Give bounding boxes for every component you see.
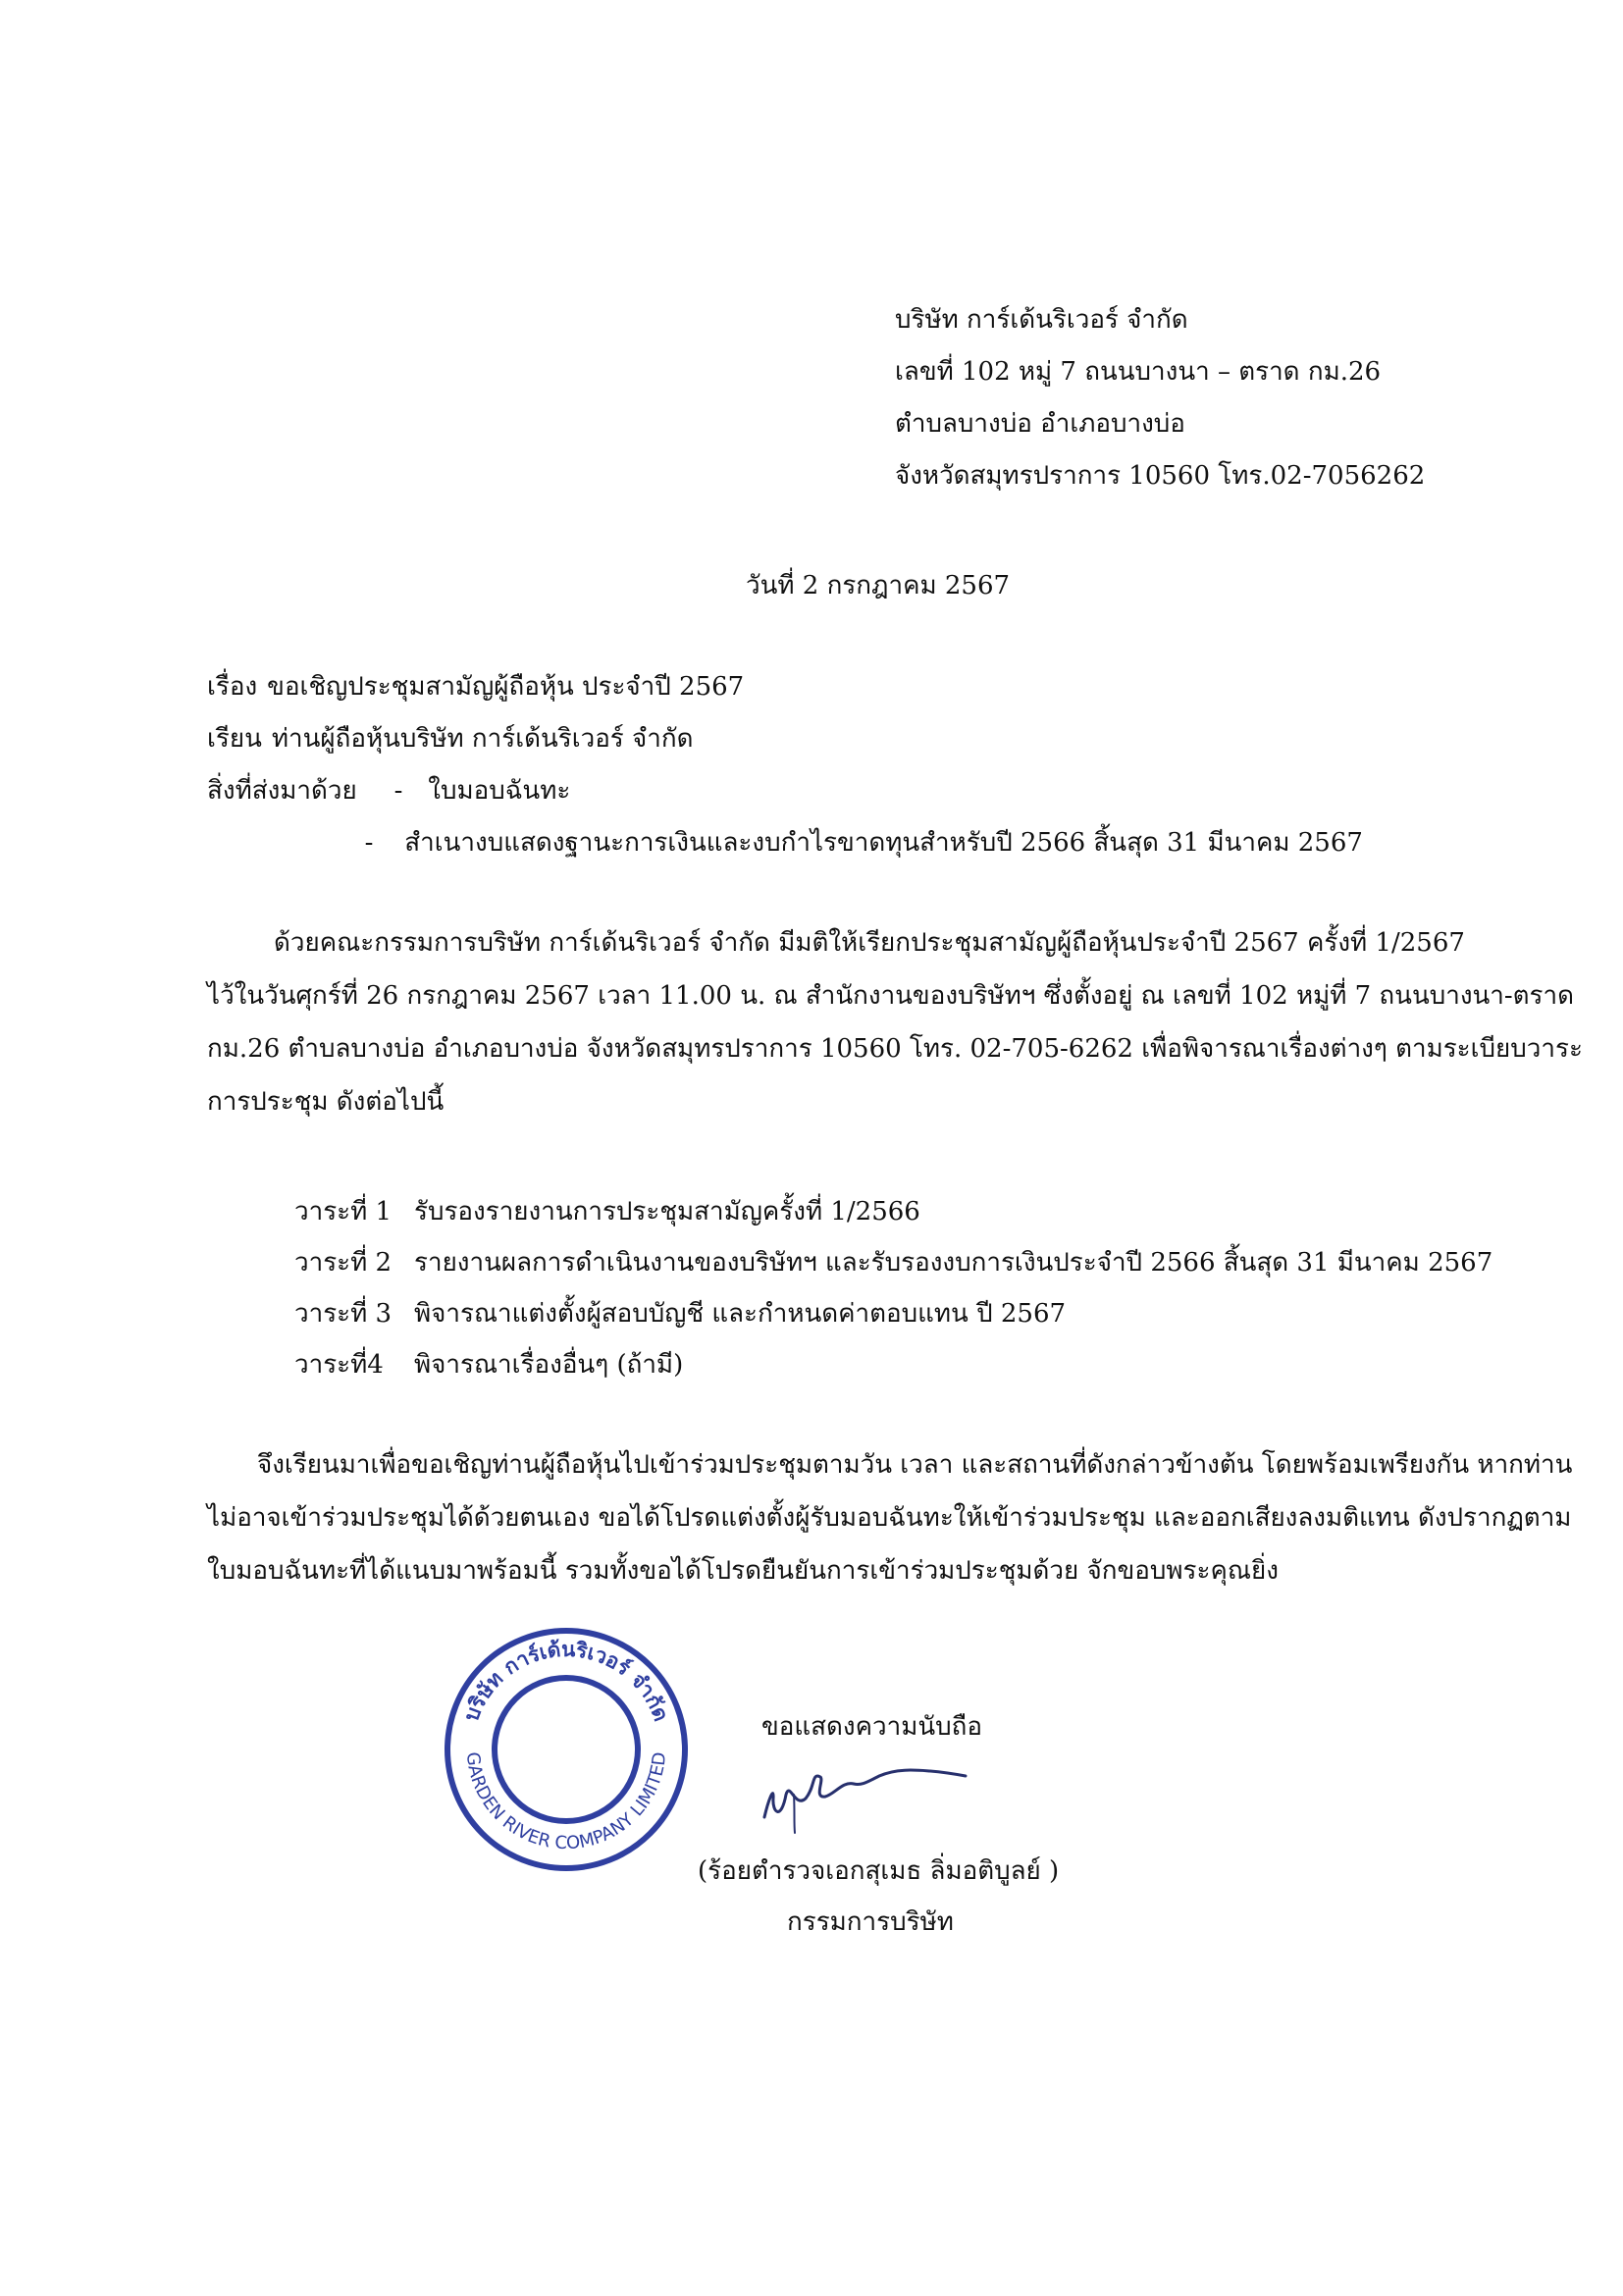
recipient-text: ท่านผู้ถือหุ้นบริษัท การ์เด้นริเวอร์ จำกัด <box>271 724 694 754</box>
sender-address-line-3: จังหวัดสมุทรปราการ 10560 โทร.02-7056262 <box>895 461 1426 491</box>
agenda-item-label: วาระที่ 3 <box>294 1299 393 1329</box>
subject-text: ขอเชิญประชุมสามัญผู้ถือหุ้น ประจำปี 2567 <box>267 672 745 702</box>
sender-company: บริษัท การ์เด้นริเวอร์ จำกัด <box>895 305 1188 335</box>
agenda-item-label: วาระที่ 1 <box>294 1197 393 1226</box>
subject-label: เรื่อง <box>207 672 258 702</box>
attachment-bullet: - <box>364 828 374 858</box>
recipient-label: เรียน <box>207 724 262 754</box>
agenda-item <box>294 1297 1066 1331</box>
letter-date: วันที่ 2 กรกฎาคม 2567 <box>746 571 1011 600</box>
seal-english-text: GARDEN RIVER COMPANY LIMITED <box>461 1750 671 1854</box>
attachment-item-2-line <box>355 826 1363 860</box>
agenda-item-text: พิจารณาเรื่องอื่นๆ (ถ้ามี) <box>414 1350 684 1380</box>
signatory-position: กรรมการบริษัท <box>787 1907 954 1937</box>
attachment-item-1: ใบมอบฉันทะ <box>428 776 571 806</box>
attachments-line <box>207 774 570 808</box>
seal-outer-ring <box>447 1631 685 1868</box>
agenda-item-label: วาระที่4 <box>294 1350 384 1380</box>
closing-salutation: ขอแสดงความนับถือ <box>761 1712 982 1742</box>
agenda-item <box>294 1348 683 1382</box>
agenda-item-text: รายงานผลการดำเนินงานของบริษัทฯ และรับรองงบการเงินประจำปี 2566 สิ้นสุด 31 มีนาคม 2567 <box>414 1248 1493 1278</box>
body-paragraph-2-line: จึงเรียนมาเพื่อขอเชิญท่านผู้ถือหุ้นไปเข้าร่วมประชุมตามวัน เวลา และสถานที่ดังกล่าวข้างต้น โดยพร้อมเพรียงกัน หากท่าน <box>257 1450 1573 1480</box>
seal-thai-text: บริษัท การ์เด้นริเวอร์ จำกัด <box>459 1637 673 1725</box>
agenda-item <box>294 1246 1492 1279</box>
attachments-label: สิ่งที่ส่งมาด้วย <box>207 776 357 806</box>
body-paragraph-1-line: ด้วยคณะกรรมการบริษัท การ์เด้นริเวอร์ จำกัด มีมติให้เรียกประชุมสามัญผู้ถือหุ้นประจำปี 2567 ครั้งที่ 1/2567 <box>274 928 1465 958</box>
agenda-item-text: พิจารณาแต่งตั้งผู้สอบบัญชี และกำหนดค่าตอบแทน ปี 2567 <box>414 1299 1067 1329</box>
body-paragraph-2-line: ไม่อาจเข้าร่วมประชุมได้ด้วยตนเอง ขอได้โปรดแต่งตั้งผู้รับมอบฉันทะให้เข้าร่วมประชุม และออกเสียงลงมติแทน ดังปรากฏตาม <box>207 1503 1572 1533</box>
body-paragraph-1-line: กม.26 ตำบลบางบ่อ อำเภอบางบ่อ จังหวัดสมุทรปราการ 10560 โทร. 02-705-6262 เพื่อพิจารณาเรื่องต่างๆ ตามระเบียบวาระ <box>207 1034 1583 1064</box>
company-seal <box>438 1621 695 1878</box>
sender-address-line-1: เลขที่ 102 หมู่ 7 ถนนบางนา – ตราด กม.26 <box>895 357 1382 387</box>
body-paragraph-1-line: ไว้ในวันศุกร์ที่ 26 กรกฎาคม 2567 เวลา 11.00 น. ณ สำนักงานของบริษัทฯ ซึ่งตั้งอยู่ ณ เลขที่ 102 หมู่ที่ 7 ถนนบางนา-ตราด <box>207 981 1575 1011</box>
handwritten-signature <box>756 1752 981 1835</box>
signatory-name: (ร้อยตำรวจเอกสุเมธ ลิ่มอติบูลย์ ) <box>698 1856 1060 1886</box>
agenda-item-text: รับรองรายงานการประชุมสามัญครั้งที่ 1/2566 <box>414 1197 920 1226</box>
attachment-item-2: สำเนางบแสดงฐานะการเงินและงบกำไรขาดทุนสำหรับปี 2566 สิ้นสุด 31 มีนาคม 2567 <box>404 828 1363 858</box>
agenda-item <box>294 1195 920 1228</box>
body-paragraph-1-line: การประชุม ดังต่อไปนี้ <box>207 1087 445 1117</box>
recipient-line <box>207 722 694 756</box>
attachment-bullet: - <box>393 776 403 806</box>
subject-line <box>207 670 744 704</box>
seal-inner-ring <box>495 1678 638 1821</box>
agenda-item-label: วาระที่ 2 <box>294 1248 393 1278</box>
body-paragraph-2-line: ใบมอบฉันทะที่ได้แนบมาพร้อมนี้ รวมทั้งขอได้โปรดยืนยันการเข้าร่วมประชุมด้วย จักขอบพระคุณยิ่ง <box>207 1556 1279 1586</box>
sender-address-line-2: ตำบลบางบ่อ อำเภอบางบ่อ <box>895 409 1185 439</box>
